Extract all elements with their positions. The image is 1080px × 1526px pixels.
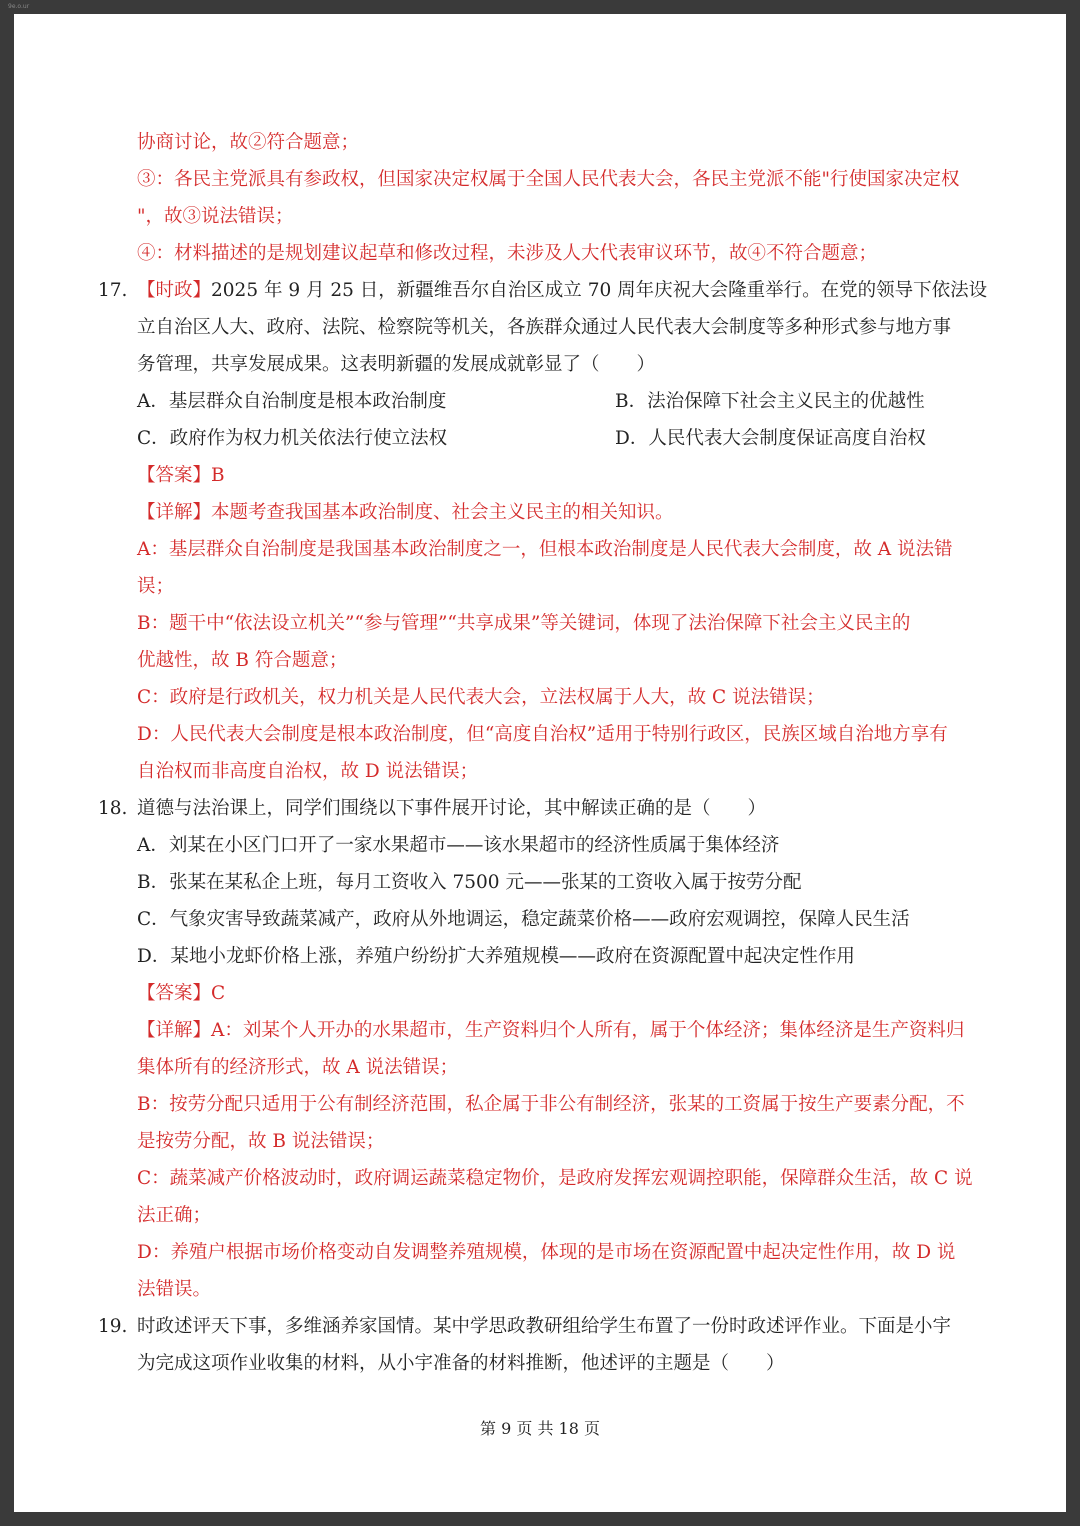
- document-page: [14, 14, 1066, 1512]
- explanation-17-line: C：政府是行政机关，权力机关是人民代表大会，立法权属于人大，故 C 说法错误；: [137, 687, 825, 708]
- current-affairs-tag: 【时政】: [137, 280, 212, 301]
- option-d: D．某地小龙虾价格上涨，养殖户纷纷扩大养殖规模——政府在资源配置中起决定性作用: [137, 946, 855, 967]
- prev-explanation-line: "，故③说法错误；: [137, 206, 294, 227]
- explanation-18-line: 是按劳分配，故 B 说法错误；: [137, 1131, 385, 1152]
- question-number-18: 18.: [98, 798, 128, 819]
- option-a: A．基层群众自治制度是根本政治制度: [137, 391, 447, 412]
- option-b: B．张某在某私企上班，每月工资收入 7500 元——张某的工资收入属于按劳分配: [137, 872, 802, 893]
- explanation-17-line: 误；: [137, 576, 175, 597]
- option-d: D．人民代表大会制度保证高度自治权: [615, 428, 926, 449]
- explanation-18-line: 法正确；: [137, 1205, 212, 1226]
- explanation-17-line: D：人民代表大会制度是根本政治制度，但“高度自治权”适用于特别行政区，民族区域自治地方享有: [137, 724, 948, 745]
- explanation-18-line: 集体所有的经济形式，故 A 说法错误；: [137, 1057, 459, 1078]
- question-19-stem-line: 时政述评天下事，多维涵养家国情。某中学思政教研组给学生布置了一份时政述评作业。下面是小宇: [137, 1316, 952, 1337]
- question-19-stem-line: 为完成这项作业收集的材料，从小宇准备的材料推断，他述评的主题是（ ）: [137, 1353, 785, 1374]
- explanation-17-line: A：基层群众自治制度是我国基本政治制度之一，但根本政治制度是人民代表大会制度，故 A 说法错: [137, 539, 953, 560]
- option-b: B．法治保障下社会主义民主的优越性: [615, 391, 925, 412]
- scan-corner-mark: 9e.o.ur: [8, 3, 30, 10]
- answer-17: 【答案】B: [137, 465, 225, 486]
- prev-explanation-line: ④：材料描述的是规划建议起草和修改过程，未涉及人大代表审议环节，故④不符合题意；: [137, 243, 878, 264]
- explanation-17-line: 自治权而非高度自治权，故 D 说法错误；: [137, 761, 479, 782]
- question-17-stem-line: [137, 279, 987, 303]
- question-17-stem-line: 立自治区人大、政府、法院、检察院等机关，各族群众通过人民代表大会制度等多种形式参与地方事: [137, 317, 952, 338]
- explanation-18-line: 法错误。: [137, 1279, 212, 1300]
- question-17-options-row: [137, 390, 925, 414]
- option-c: C．政府作为权力机关依法行使立法权: [137, 428, 448, 449]
- explanation-17-line: 【详解】本题考查我国基本政治制度、社会主义民主的相关知识。: [137, 502, 674, 523]
- option-c: C．气象灾害导致蔬菜减产，政府从外地调运，稳定蔬菜价格——政府宏观调控，保障人民生活: [137, 909, 910, 930]
- prev-explanation-line: 协商讨论，故②符合题意；: [137, 132, 360, 153]
- question-number-19: 19.: [98, 1316, 128, 1337]
- question-18-stem-line: 道德与法治课上，同学们围绕以下事件展开讨论，其中解读正确的是（ ）: [137, 798, 767, 819]
- explanation-18-line: 【详解】A：刘某个人开办的水果超市，生产资料归个人所有，属于个体经济；集体经济是生产资料归: [137, 1020, 965, 1041]
- question-17-options-row: [137, 427, 926, 451]
- explanation-18-line: D：养殖户根据市场价格变动自发调整养殖规模，体现的是市场在资源配置中起决定性作用，故 D 说: [137, 1242, 956, 1263]
- explanation-17-line: 优越性，故 B 符合题意；: [137, 650, 348, 671]
- explanation-18-line: B：按劳分配只适用于公有制经济范围，私企属于非公有制经济，张某的工资属于按生产要素分配，不: [137, 1094, 965, 1115]
- explanation-17-line: B：题干中“依法设立机关”“参与管理”“共享成果”等关键词，体现了法治保障下社会主义民主的: [137, 613, 911, 634]
- option-a: A．刘某在小区门口开了一家水果超市——该水果超市的经济性质属于集体经济: [137, 835, 780, 856]
- prev-explanation-line: ③：各民主党派具有参政权，但国家决定权属于全国人民代表大会，各民主党派不能"行使国家决定权: [137, 169, 960, 190]
- stem-text: 2025 年 9 月 25 日，新疆维吾尔自治区成立 70 周年庆祝大会隆重举行。在党的领导下依法设: [211, 280, 988, 301]
- answer-18: 【答案】C: [137, 983, 226, 1004]
- question-17-stem-line: 务管理，共享发展成果。这表明新疆的发展成就彰显了（ ）: [137, 354, 656, 375]
- question-number-17: 17.: [98, 280, 128, 301]
- explanation-18-line: C：蔬菜减产价格波动时，政府调运蔬菜稳定物价，是政府发挥宏观调控职能，保障群众生活，故 C 说: [137, 1168, 973, 1189]
- page-footer: 第 9 页 共 18 页: [480, 1419, 600, 1438]
